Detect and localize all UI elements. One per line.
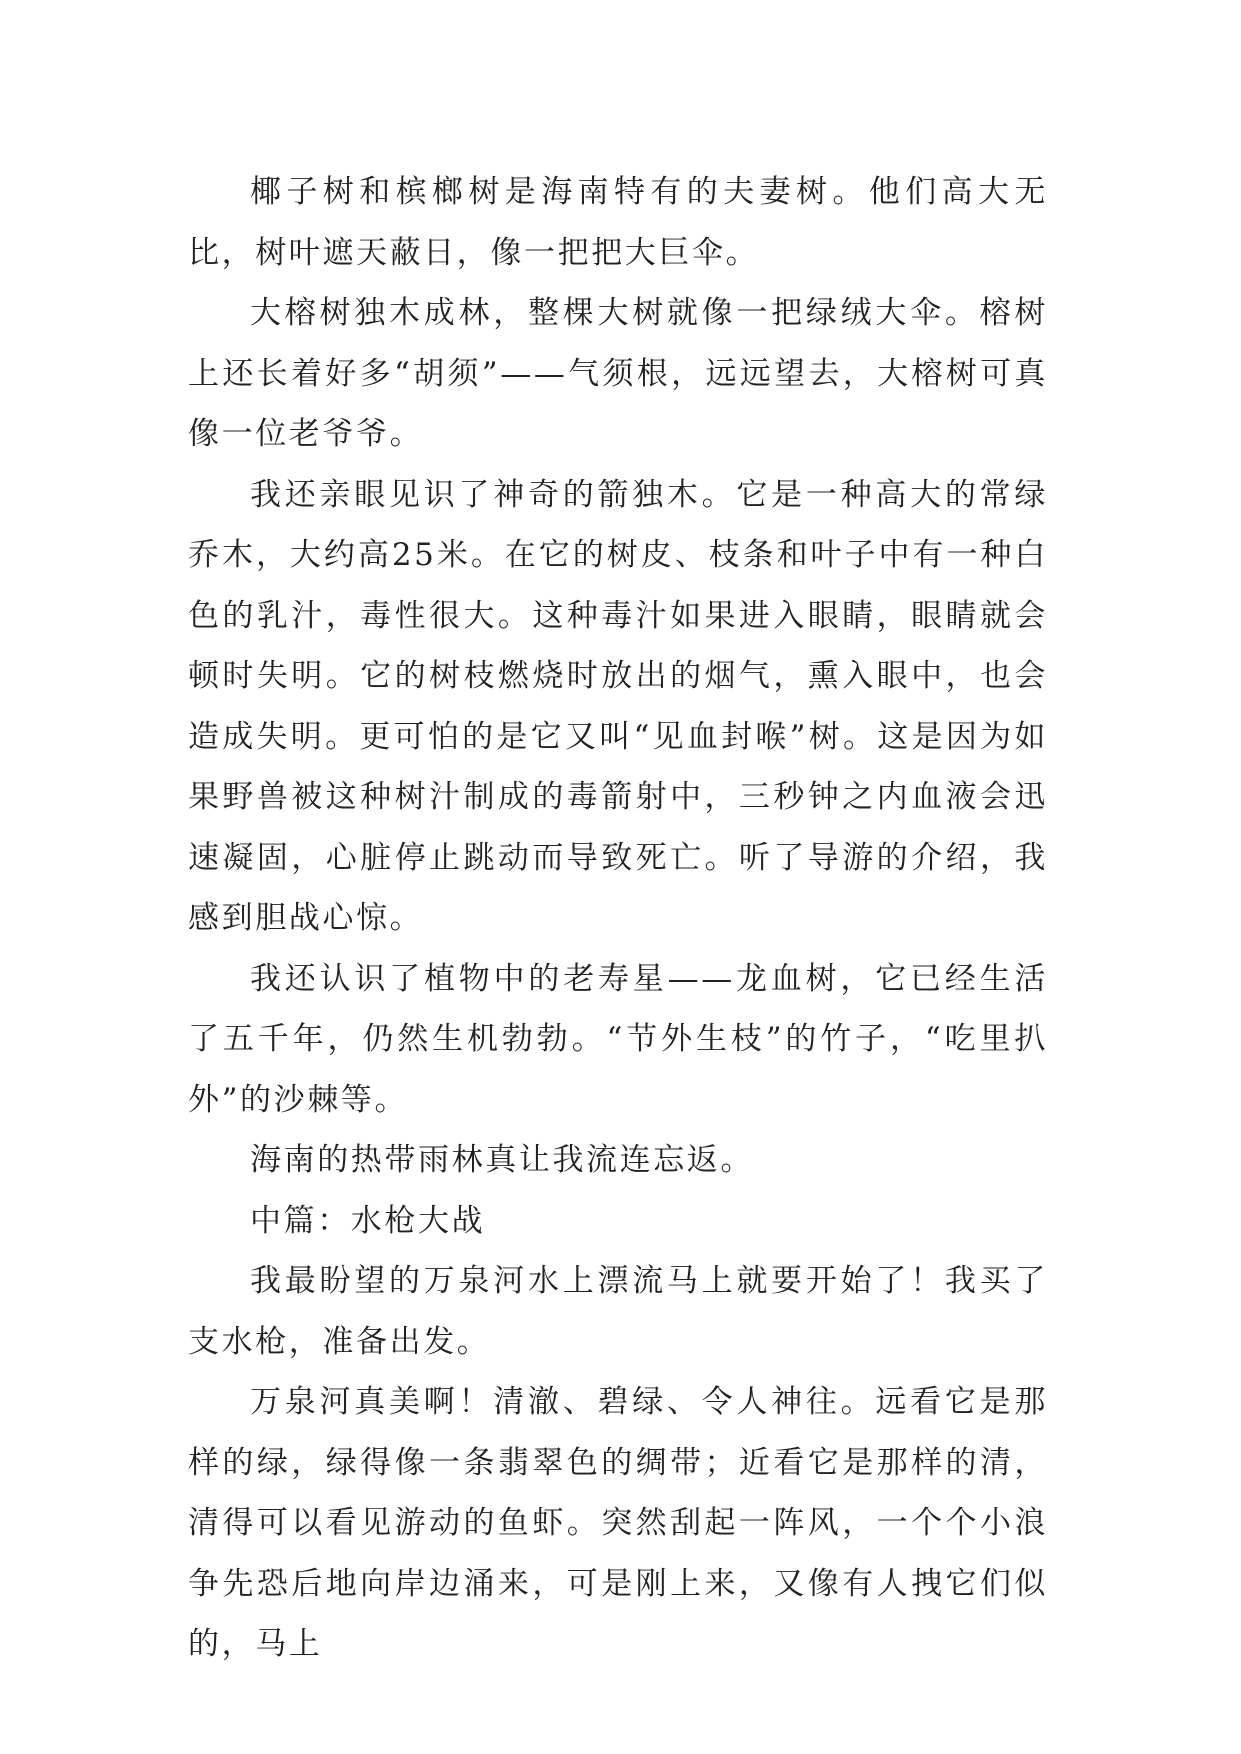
paragraph-upas-tree: 我还亲眼见识了神奇的箭独木。它是一种高大的常绿乔木，大约高25米。在它的树皮、枝条和叶子中有一种白色的乳汁，毒性很大。这种毒汁如果进入眼睛，眼睛就会顿时失明。它的树枝燃烧时放出的烟气，熏入眼中，也会造成失明。更可怕的是它又叫“见血封喉”树。这是因为如果野兽被这种树汁制成的毒箭射中，三秒钟之内血液会迅速凝固，心脏停止跳动而导致死亡。听了导游的介绍，我感到胆战心惊。 xyxy=(188,476,1048,936)
paragraph-dragon-blood-tree: 我还认识了植物中的老寿星——龙血树，它已经生活了五千年，仍然生机勃勃。“节外生枝”的竹子，“吃里扒外”的沙棘等。 xyxy=(188,960,1048,1118)
paragraph-banyan-tree: 大榕树独木成林，整棵大树就像一把绿绒大伞。榕树上还长着好多“胡须”——气须根，远远望去，大榕树可真像一位老爷爷。 xyxy=(188,295,1048,452)
paragraph-wanquan-river: 万泉河真美啊！清澈、碧绿、令人神往。远看它是那样的绿，绿得像一条翡翠色的绸带；近看它是那样的清，清得可以看见游动的鱼虾。突然刮起一阵风，一个个小浪争先恐后地向岸边涌来，可是刚上来，又像有人拽它们似的，马上 xyxy=(188,1384,1048,1662)
paragraph-rainforest-summary: 海南的热带雨林真让我流连忘返。 xyxy=(250,1142,754,1178)
paragraph-water-rafting: 我最盼望的万泉河水上漂流马上就要开始了！我买了支水枪，准备出发。 xyxy=(188,1263,1048,1360)
body-text xyxy=(188,162,1048,1675)
section-heading: 中篇：水枪大战 xyxy=(250,1202,486,1239)
paragraph-coconut-trees: 椰子树和槟榔树是海南特有的夫妻树。他们高大无比，树叶遮天蔽日，像一把把大巨伞。 xyxy=(188,174,1048,271)
